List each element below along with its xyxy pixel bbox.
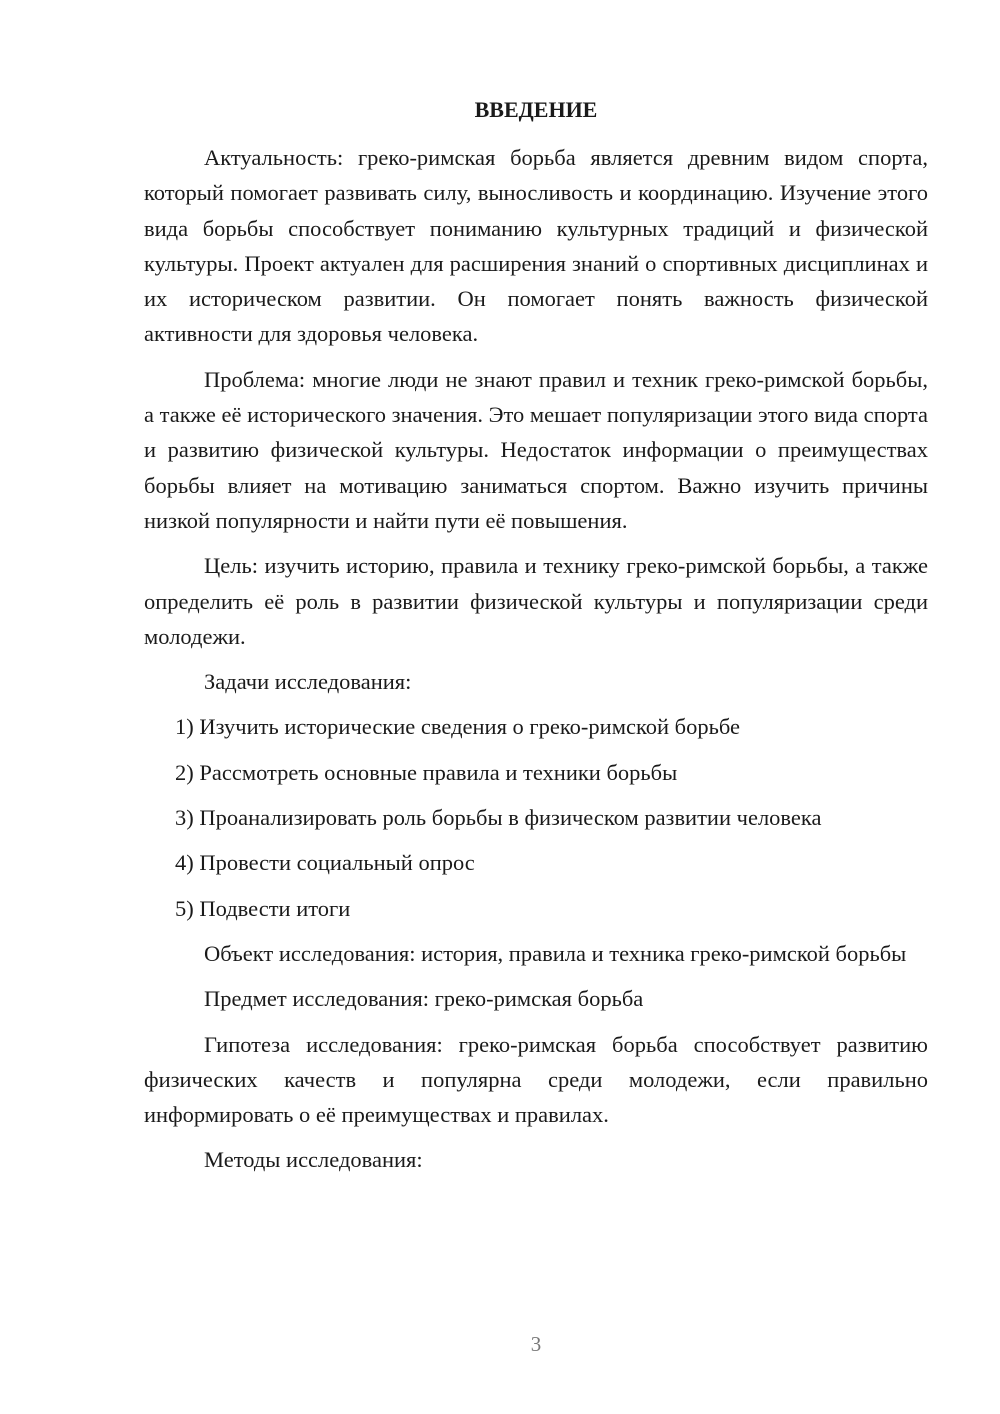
paragraph-relevance: Актуальность: греко-римская борьба является древним видом спорта, который помогает развивать силу, выносливость и координацию. Изучение этого вида борьбы способствует пониманию культурных традиций и физической культуры. Проект актуален для расширения знаний о спортивных дисциплинах и их историческом развитии. Он помогает понять важность физической активности для здоровья человека. [144, 145, 928, 347]
paragraph-goal: Цель: изучить историю, правила и технику греко-римской борьбы, а также определить её роль в развитии физической культуры и популяризации среди молодежи. [144, 553, 928, 649]
paragraph-problem: Проблема: многие люди не знают правил и техник греко-римской борьбы, а также её исторического значения. Это мешает популяризации этого вида спорта и развитию физической культуры. Недостаток информации о преимуществах борьбы влияет на мотивацию заниматься спортом. Важно изучить причины низкой популярности и найти пути её повышения. [144, 366, 928, 533]
paragraph-subject: Предмет исследования: греко-римская борьба [204, 986, 644, 1012]
page-content [144, 92, 928, 1188]
section-heading: ВВЕДЕНИЕ [474, 97, 598, 122]
page-number: 3 [530, 1332, 542, 1356]
paragraph-object: Объект исследования: история, правила и техника греко-римской борьбы [204, 940, 907, 966]
tasks-list [144, 709, 928, 925]
list-item: 1) Изучить исторические сведения о греко-римской борьбе [175, 714, 740, 740]
methods-label: Методы исследования: [204, 1147, 423, 1173]
list-item: 3) Проанализировать роль борьбы в физическом развитии человека [175, 805, 822, 831]
list-item: 5) Подвести итоги [175, 895, 351, 921]
list-item: 2) Рассмотреть основные правила и техники борьбы [175, 759, 678, 785]
paragraph-hypothesis: Гипотеза исследования: греко-римская борьба способствует развитию физических качеств и популярна среди молодежи, если правильно информировать о её преимуществах и правилах. [144, 1031, 928, 1128]
list-item: 4) Провести социальный опрос [175, 850, 475, 876]
tasks-label: Задачи исследования: [204, 669, 412, 695]
